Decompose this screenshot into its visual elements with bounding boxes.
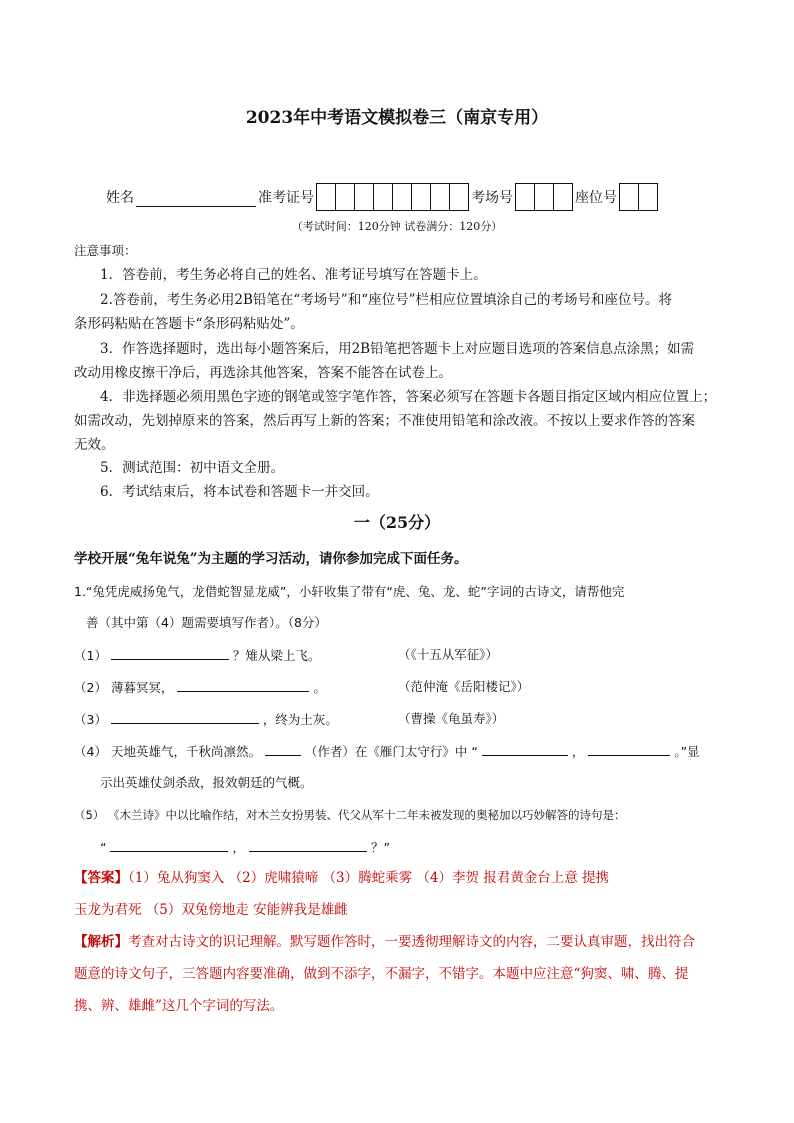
note-4b: 如需改动，先划掉原来的答案，然后再写上新的答案；不准使用铅笔和涂改液。不按以上要求作答的答案 — [74, 413, 695, 429]
note-2a: 2.答卷前，考生务必用2B铅笔在“考场号”和“座位号”栏相应位置填涂自己的考场号和座位号。将 — [100, 292, 672, 308]
note-4c: 无效。 — [74, 437, 115, 453]
blank-field[interactable] — [482, 739, 568, 756]
answer-line-2: 玉龙为君死 （5）双兔傍地走 安能辨我是雄雌 — [74, 902, 348, 918]
item-text: “ — [100, 840, 107, 855]
seat-boxes[interactable] — [619, 183, 658, 211]
answer-label: 【答案】 — [74, 870, 128, 886]
q1-item-3-source: （曹操《龟虽寿》） — [398, 711, 505, 726]
q1-item-4 — [74, 739, 700, 764]
q1-stem-b: 善（其中第（4）题需要填写作者）。（8分） — [86, 615, 327, 630]
analysis-label: 【解析】 — [74, 934, 128, 950]
answer-text: （1）兔从狗窦入 （2）虎啸猿啼 （3）腾蛇乘雾 （4）李贺 报君黄金台上意 提携 — [128, 870, 610, 886]
note-3b: 改动用橡皮擦干净后，再选涂其他答案，答案不能答在试卷上。 — [74, 365, 452, 381]
item-text: 。 — [313, 680, 326, 695]
item-number: （1） — [74, 648, 107, 663]
note-5: 5．测试范围：初中语文全册。 — [100, 460, 285, 476]
note-3a: 3．作答选择题时，选出每小题答案后，用2B铅笔把答题卡上对应题目选项的答案信息点涂黑；如需 — [100, 341, 695, 357]
item-text: ？雉从梁上飞。 — [232, 648, 321, 663]
blank-field[interactable] — [249, 835, 367, 852]
blank-field[interactable] — [177, 675, 309, 692]
note-4a: 4．非选择题必须用黑色字迹的钢笔或签字笔作答，答案必须写在答题卡各题目指定区域内相应位置上； — [100, 389, 717, 405]
notes-heading: 注意事项： — [74, 243, 137, 258]
q1-item-2 — [74, 675, 326, 700]
blank-field[interactable] — [111, 643, 229, 660]
item-text: 天地英雄气，千秋尚凛然。 — [110, 744, 261, 759]
page-title: 2023年中考语文模拟卷三（南京专用） — [245, 108, 549, 128]
q1-item-1 — [74, 643, 320, 668]
seat-label: 座位号 — [575, 190, 617, 206]
q1-item-1-source: （《十五从军征》） — [398, 647, 499, 662]
analysis-line-2: 题意的诗文句子，三答题内容要准确，做到不添字，不漏字，不错字。本题中应注意“狗窦、啸、腾、提 — [74, 966, 689, 982]
answer-line-1 — [74, 866, 609, 890]
q1-item-5-blanks — [100, 835, 390, 860]
analysis-line-1 — [74, 930, 695, 954]
item-text: （作者）在《雁门太守行》中 “ — [304, 744, 478, 759]
q1-item-4-cont: 示出英雄仗剑杀敌，报效朝廷的气概。 — [100, 775, 313, 790]
item-number: （5） — [74, 808, 105, 822]
item-number: （3） — [74, 712, 107, 727]
analysis-text: 考查对古诗文的识记理解。默写题作答时，一要透彻理解诗文的内容，二要认真审题，找出符合 — [128, 934, 695, 950]
item-text: ，终为土灰。 — [262, 712, 338, 727]
blank-field[interactable] — [265, 739, 301, 756]
section-heading: 一（25分） — [353, 513, 441, 532]
item-text: 薄暮冥冥， — [110, 680, 174, 695]
blank-field[interactable] — [588, 739, 670, 756]
analysis-line-3: 携、辨、雄雌”这几个字词的写法。 — [74, 998, 284, 1014]
candidate-info-row — [106, 183, 660, 211]
item-text: ， — [232, 840, 245, 855]
item-text: 。”显 — [674, 744, 700, 759]
exam-number-label: 准考证号 — [258, 190, 314, 206]
note-1: 1．答卷前，考生务必将自己的姓名、准考证号填写在答题卡上。 — [100, 267, 487, 283]
note-2b: 条形码粘贴在答题卡“条形码粘贴处”。 — [74, 316, 304, 332]
item-text: ？” — [370, 840, 390, 855]
item-number: （2） — [74, 680, 107, 695]
item-text: 《木兰诗》中以比喻作结，对木兰女扮男装、代父从军十二年未被发现的奥秘加以巧妙解答的诗句是： — [107, 808, 626, 822]
exam-number-boxes[interactable] — [316, 183, 469, 211]
item-number: （4） — [74, 744, 107, 759]
item-text: ， — [571, 744, 585, 759]
q1-item-2-source: （范仲淹《岳阳楼记》） — [398, 679, 530, 694]
exam-meta: （考试时间：120分钟 试卷满分：120分） — [291, 220, 503, 233]
name-field[interactable] — [136, 188, 256, 207]
name-label: 姓名 — [106, 190, 134, 206]
exam-room-label: 考场号 — [471, 190, 513, 206]
blank-field[interactable] — [110, 835, 228, 852]
note-6: 6．考试结束后，将本试卷和答题卡一并交回。 — [100, 484, 379, 500]
q1-item-3 — [74, 707, 338, 732]
exam-room-boxes[interactable] — [515, 183, 573, 211]
q1-item-5 — [74, 803, 625, 827]
blank-field[interactable] — [111, 707, 259, 724]
task-intro: 学校开展“兔年说兔”为主题的学习活动，请你参加完成下面任务。 — [74, 551, 468, 567]
q1-stem-a: 1.“兔凭虎威扬兔气，龙借蛇智显龙威”，小轩收集了带有“虎、兔、龙、蛇”字词的古诗文，请帮他完 — [74, 584, 625, 599]
